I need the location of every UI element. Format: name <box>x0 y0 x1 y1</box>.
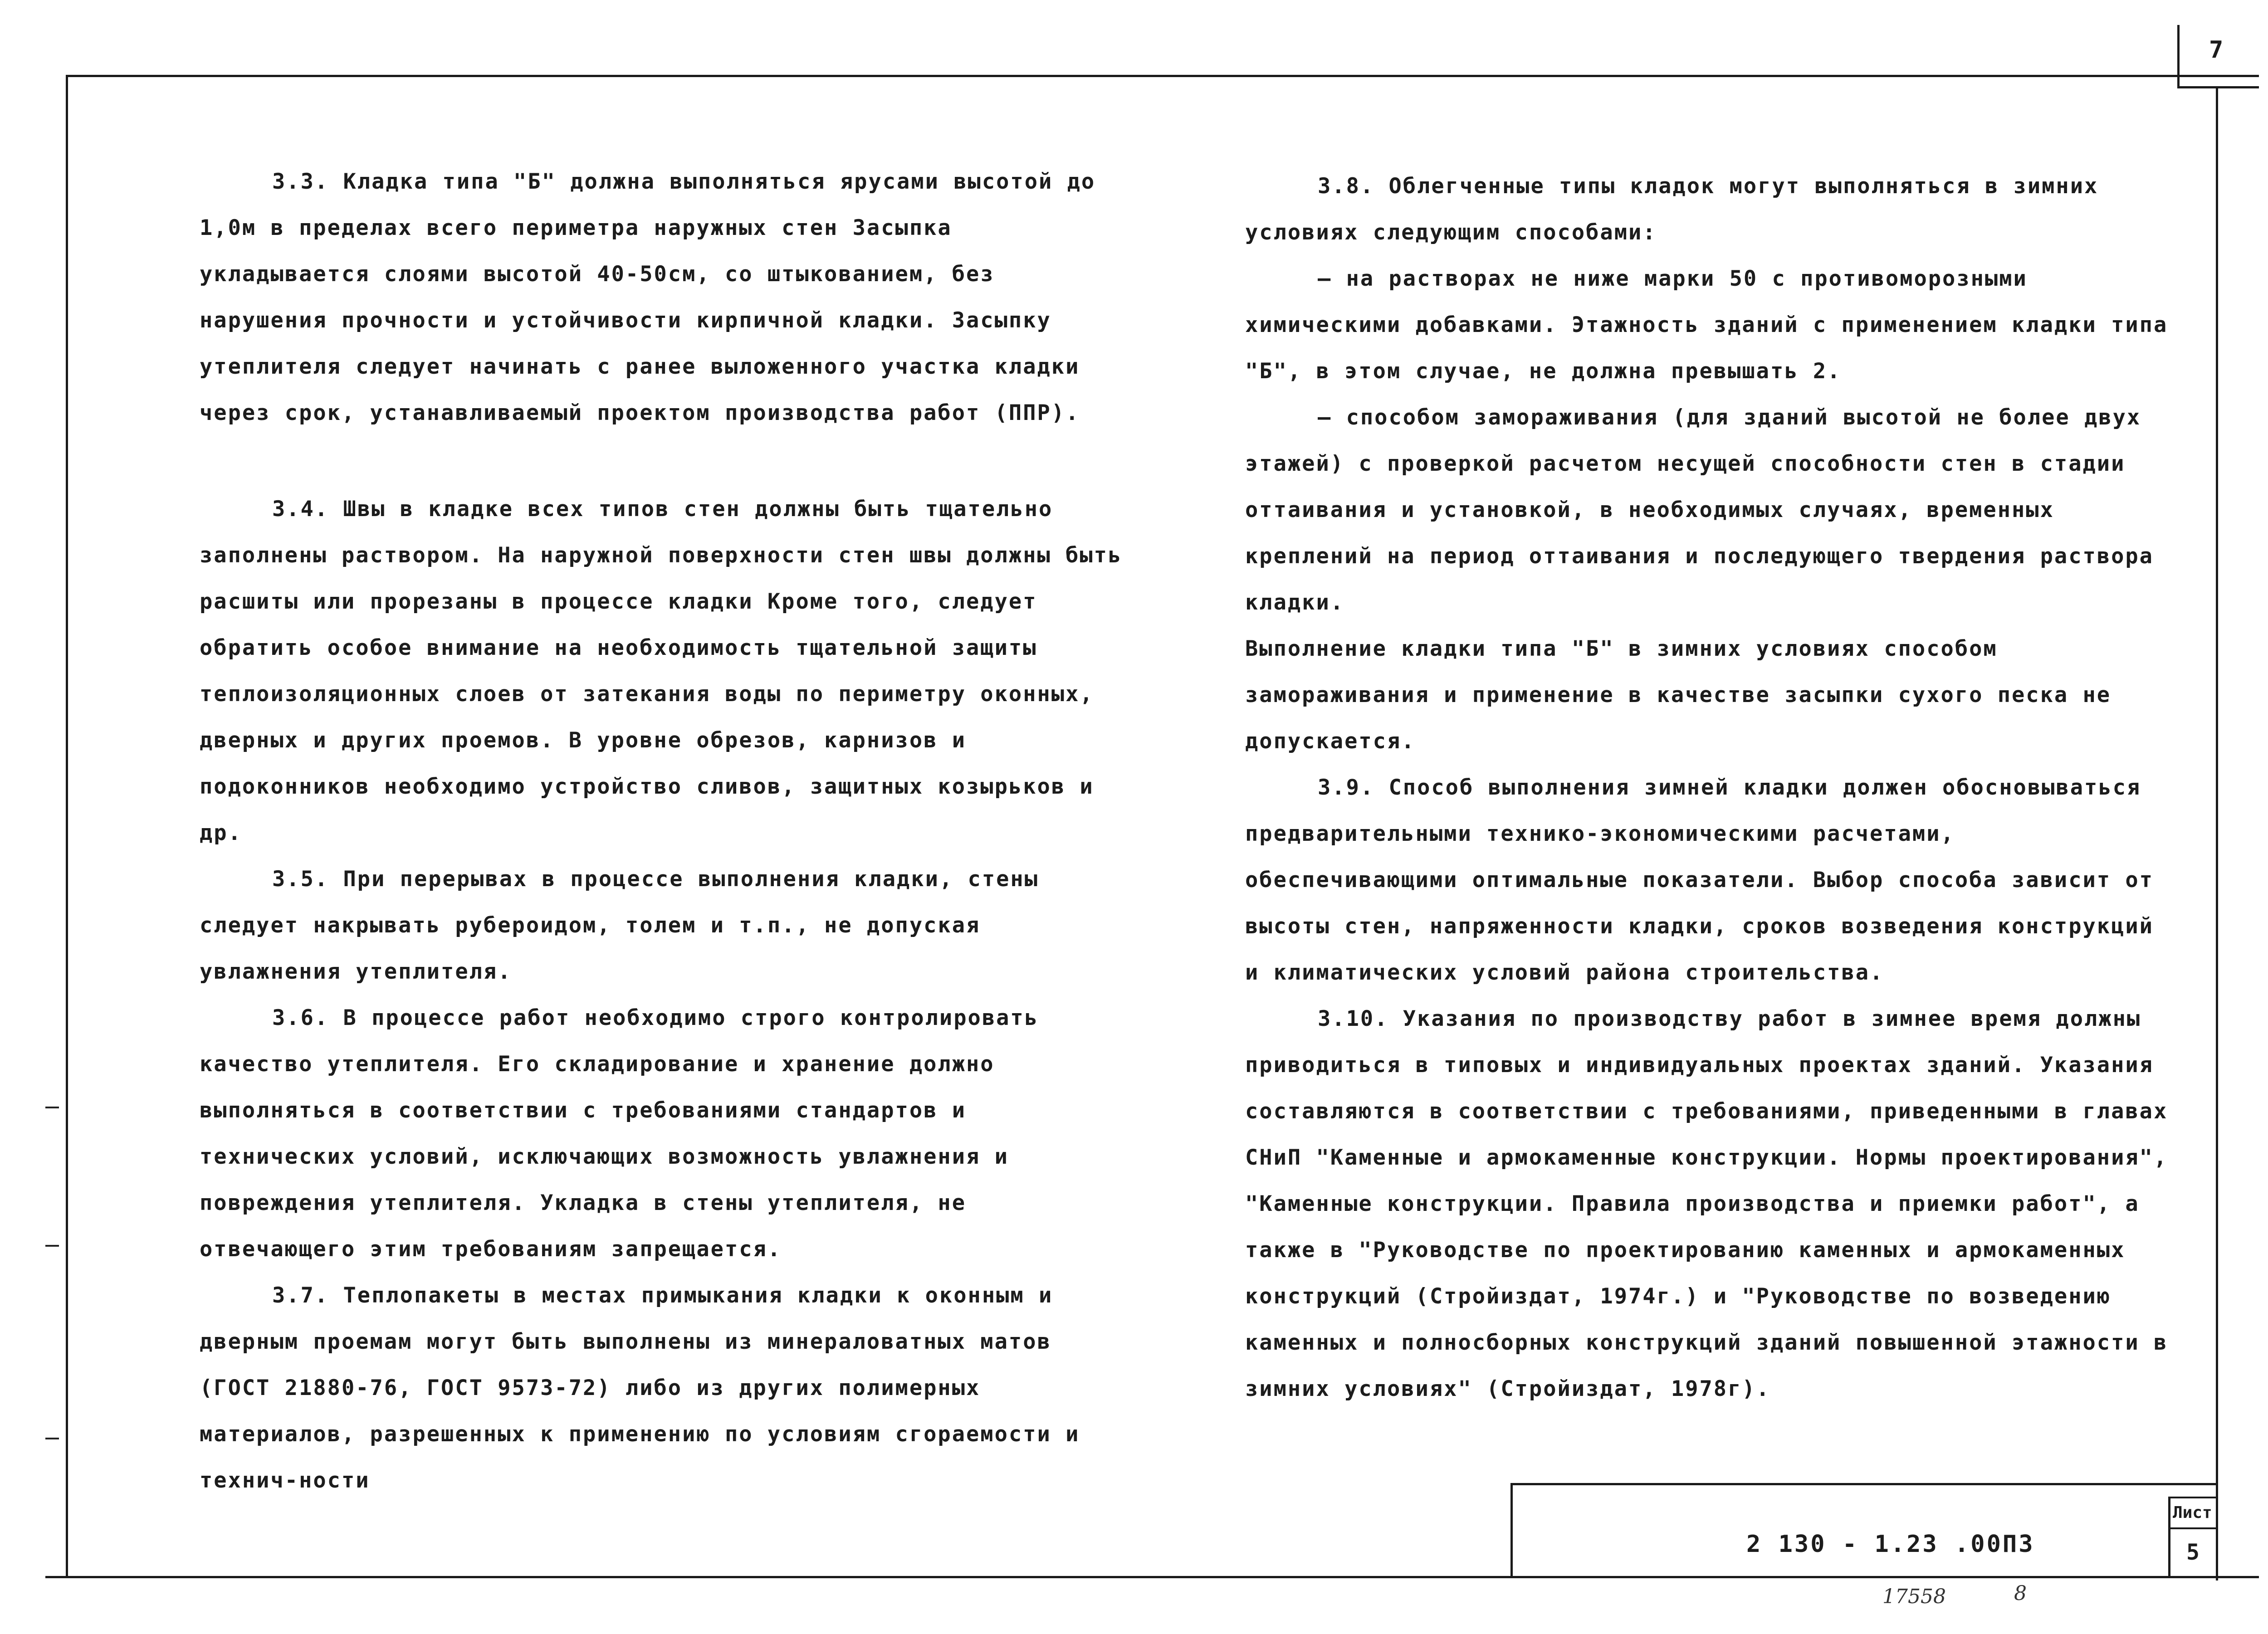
margin-tick <box>45 1107 59 1108</box>
clause-3-4: 3.4. Швы в кладке всех типов стен должны быть тщательно заполнены раствором. На наружной поверхности стен швы должны быть расшиты или прорезаны в процессе кладки Кроме того, следует обратить особое внимание на необходимость тщательной защиты теплоизоляционных слоев от затекания воды по периметру оконных, дверных и других проемов. В уровне обрезов, карнизов и подоконников необходимо устройство сливов, защитных козырьков и др. <box>200 497 1137 845</box>
sheet-cell-divider <box>2168 1527 2218 1529</box>
left-column <box>200 159 1137 1504</box>
clause-3-7: 3.7. Теплопакеты в местах примыкания кладки к оконным и дверным проемам могут быть выполнены из минераловатных матов (ГОСТ 21880-76, ГОСТ 9573-72) либо из других полимерных материалов, разрешенных к применению по условиям сгораемости и технич-ности <box>200 1283 1094 1493</box>
corner-box-bottom <box>2177 86 2259 88</box>
clause-3-8-note: Выполнение кладки типа "Б" в зимних условиях способом замораживания и применение в качестве засыпки сухого песка не допускается. <box>1245 636 2126 754</box>
title-block-left <box>1510 1483 1513 1578</box>
clause-3-3: 3.3. Кладка типа "Б" должна выполняться ярусами высотой до 1,0м в пределах всего периметра наружных стен Засыпка укладывается слоями высотой 40-50см, со штыкованием, без нарушения прочности и устойчивости кирпичной кладки. Засыпку утеплителя следует начинать с ранее выложенного участка кладки через срок, устанавливаемый проектом производства работ (ППР). <box>200 169 1110 425</box>
clause-3-6: 3.6. В процессе работ необходимо строго контролировать качество утеплителя. Его складирование и хранение должно выполняться в соответствии с требованиями стандартов и технических условий, исключающих возможность увлажнения и повреждения утеплителя. Укладка в стены утеплителя, не отвечающего этим требованиям запрещается. <box>200 1005 1053 1262</box>
sheet-label: Лист <box>2173 1503 2212 1522</box>
clause-3-8-item-2: — способом замораживания (для зданий высотой не более двух этажей) с проверкой расчетом несущей способности стен в стадии оттаивания и установкой, в необходимых случаях, временных креплений на период оттаивания и последующего твердения раствора кладки. <box>1245 405 2168 615</box>
title-block-top <box>1510 1483 2218 1485</box>
clause-3-8-item-1: — на растворах не ниже марки 50 с противоморозными химическими добавками. Этажность зданий с применением кладки типа "Б", в этом случае, не должна превышать 2. <box>1245 266 2182 384</box>
frame-right <box>2216 88 2218 1580</box>
corner-box-left <box>2177 25 2180 88</box>
document-code: 2 130 - 1.23 .00ПЗ <box>1746 1531 2035 1558</box>
frame-top <box>66 75 2259 77</box>
clause-3-9: 3.9. Способ выполнения зимней кладки должен обосновываться предварительными технико-экономическими расчетами, обеспечивающими оптимальные показатели. Выбор способа зависит от высоты стен, напряженности кладки, сроков возведения конструкций и климатических условий района строительства. <box>1245 775 2168 985</box>
sheet-cell-left <box>2168 1497 2170 1578</box>
handwritten-digit: 8 <box>2014 1582 2027 1605</box>
margin-tick <box>45 1245 59 1247</box>
sheet-cell-top <box>2168 1497 2218 1498</box>
margin-tick <box>45 1438 59 1439</box>
handwritten-number: 17558 <box>1882 1585 1946 1608</box>
frame-left <box>66 75 68 1578</box>
clause-3-8: 3.8. Облегченные типы кладок могут выполняться в зимних условиях следующим способами: <box>1245 174 2113 245</box>
right-column <box>1245 163 2182 1412</box>
clause-3-10: 3.10. Указания по производству работ в зимнее время должны приводиться в типовых и индивидуальных проектах зданий. Указания составляются в соответствии с требованиями, приведенными в главах СНиП "Каменные и армокаменные конструкции. Нормы проектирования", "Каменные конструкции. Правила производства и приемки работ", а также в "Руководстве по проектированию каменных и армокаменных конструкций (Стройиздат, 1974г.) и "Руководстве по возведению каменных и полносборных конструкций зданий повышенной этажности в зимних условиях" (Стройиздат, 1978г). <box>1245 1006 2182 1401</box>
corner-page-number: 7 <box>2209 36 2224 63</box>
sheet-number: 5 <box>2186 1540 2200 1565</box>
frame-bottom <box>45 1576 2259 1578</box>
clause-3-5: 3.5. При перерывах в процессе выполнения кладки, стены следует накрывать рубероидом, толем и т.п., не допуская увлажнения утеплителя. <box>200 867 1053 984</box>
